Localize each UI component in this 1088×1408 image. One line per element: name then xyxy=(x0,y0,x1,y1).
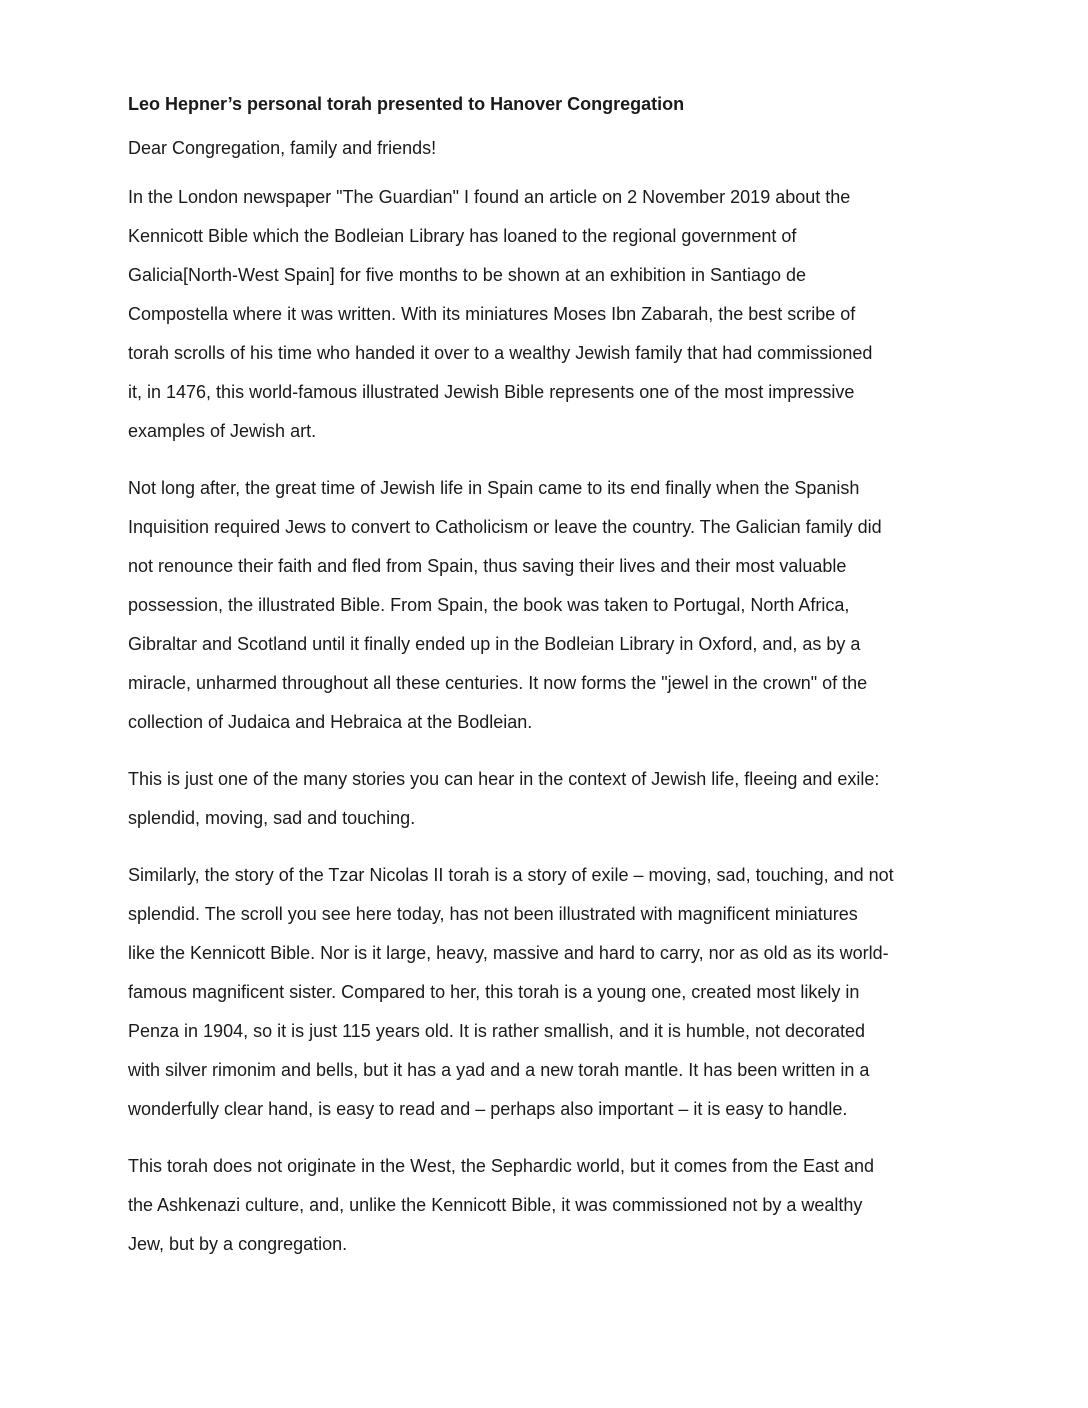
paragraph-line: not renounce their faith and fled from Spain, thus saving their lives and their most valuable xyxy=(128,556,847,576)
paragraph-line: possession, the illustrated Bible. From Spain, the book was taken to Portugal, North Africa, xyxy=(128,595,850,615)
paragraph-line: it, in 1476, this world-famous illustrated Jewish Bible represents one of the most impressive xyxy=(128,382,855,402)
paragraph-line: splendid, moving, sad and touching. xyxy=(128,808,416,828)
paragraph-line: famous magnificent sister. Compared to her, this torah is a young one, created most likely in xyxy=(128,982,860,1002)
paragraph-line: wonderfully clear hand, is easy to read and – perhaps also important – it is easy to handle. xyxy=(128,1099,848,1119)
paragraph-1 xyxy=(128,178,968,451)
paragraph-line: the Ashkenazi culture, and, unlike the Kennicott Bible, it was commissioned not by a wealthy xyxy=(128,1195,863,1215)
paragraph-2 xyxy=(128,469,968,742)
paragraph-line: Galicia[North-West Spain] for five months to be shown at an exhibition in Santiago de xyxy=(128,265,807,285)
document-body xyxy=(128,92,968,1282)
paragraphs xyxy=(128,178,968,1264)
paragraph-3 xyxy=(128,760,968,838)
paragraph-4 xyxy=(128,856,968,1129)
paragraph-line: with silver rimonim and bells, but it has a yad and a new torah mantle. It has been written in a xyxy=(128,1060,870,1080)
paragraph-line: like the Kennicott Bible. Nor is it large, heavy, massive and hard to carry, nor as old as its world- xyxy=(128,943,889,963)
paragraph-line: This is just one of the many stories you can hear in the context of Jewish life, fleeing and exile: xyxy=(128,769,880,789)
paragraph-line: Inquisition required Jews to convert to Catholicism or leave the country. The Galician family did xyxy=(128,517,882,537)
paragraph-line: This torah does not originate in the West, the Sephardic world, but it comes from the East and xyxy=(128,1156,875,1176)
paragraph-line: splendid. The scroll you see here today, has not been illustrated with magnificent miniatures xyxy=(128,904,858,924)
paragraph-line: In the London newspaper "The Guardian" I found an article on 2 November 2019 about the xyxy=(128,187,851,207)
paragraph-line: Similarly, the story of the Tzar Nicolas II torah is a story of exile – moving, sad, touching, and not xyxy=(128,865,894,885)
salutation: Dear Congregation, family and friends! xyxy=(128,138,437,158)
paragraph-line: Compostella where it was written. With its miniatures Moses Ibn Zabarah, the best scribe of xyxy=(128,304,856,324)
paragraph-line: Kennicott Bible which the Bodleian Library has loaned to the regional government of xyxy=(128,226,797,246)
paragraph-5 xyxy=(128,1147,968,1264)
paragraph-line: Jew, but by a congregation. xyxy=(128,1234,348,1254)
paragraph-line: miracle, unharmed throughout all these centuries. It now forms the "jewel in the crown" of the xyxy=(128,673,868,693)
paragraph-line: collection of Judaica and Hebraica at the Bodleian. xyxy=(128,712,533,732)
paragraph-line: torah scrolls of his time who handed it over to a wealthy Jewish family that had commissioned xyxy=(128,343,873,363)
document-title: Leo Hepner’s personal torah presented to Hanover Congregation xyxy=(128,94,685,114)
paragraph-line: examples of Jewish art. xyxy=(128,421,317,441)
paragraph-line: Penza in 1904, so it is just 115 years old. It is rather smallish, and it is humble, not decorated xyxy=(128,1021,866,1041)
paragraph-line: Gibraltar and Scotland until it finally ended up in the Bodleian Library in Oxford, and, as by a xyxy=(128,634,861,654)
paragraph-line: Not long after, the great time of Jewish life in Spain came to its end finally when the Spanish xyxy=(128,478,860,498)
